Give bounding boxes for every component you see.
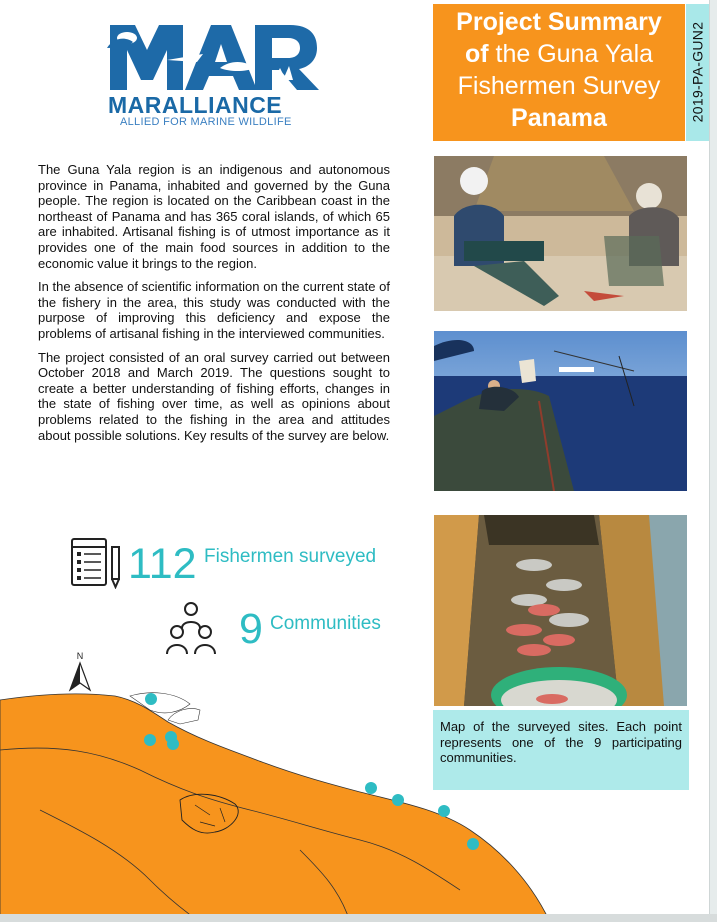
title-line-2 [433,38,685,70]
photo-fishing-net-boat [434,331,687,491]
title-box [433,4,685,141]
paragraph-3: The project consisted of an oral survey carried out between October 2018 and March 2019. The questions sought to create a better understanding of fishing efforts, changes in the state of fishing over time, as well as opinions about problems related to the fishing in the area and attitudes about possible solutions. Key results of the survey are below. [38,349,390,443]
compass-label: N [76,651,84,661]
title-line-1: Project Summary [456,8,662,36]
title-line-3: Fishermen Survey [457,72,661,100]
title-line-2-rest: the Guna Yala [488,40,654,68]
paragraph-2: In the absence of scientific information on the current state of the fishery in the area, this study was conducted with the purpose of improving this deficiency and expose the problems of artisanal fishing in the interviewed communities. [38,279,390,341]
map-caption: Map of the surveyed sites. Each point represents one of the 9 participating communities. [433,710,689,790]
survey-clipboard-icon [70,537,124,589]
title-line-2-bold: of [464,40,489,68]
summary-text [38,162,390,451]
viewer-edge [710,0,717,922]
logo-wordmark: MARALLIANCE [108,92,283,118]
communities-label: Communities [270,613,381,634]
title-line-4: Panama [511,104,607,132]
photo-fish-catch [434,515,687,706]
photo-fishermen-interview [434,156,687,311]
paragraph-1: The Guna Yala region is an indigenous and autonomous province in Panama, inhabited and governed by the Guna people. The region is located on the Caribbean coast in the northeast of Panama and has 365 coral islands, of which 65 are inhabited. Artisanal fishing is of utmost importance as it provides one of the main food sources in addition to the economic value it brings to the region. [38,162,390,271]
fishermen-label: Fishermen surveyed [204,546,377,567]
logo-tagline: ALLIED FOR MARINE WILDLIFE [120,116,292,128]
community-people-icon [165,600,217,656]
fishermen-count: 112 [128,540,197,588]
project-code: 2019-PA-GUN2 [689,21,706,123]
communities-count: 9 [239,605,263,653]
code-box [686,4,709,141]
viewer-bottom-edge [0,914,717,922]
